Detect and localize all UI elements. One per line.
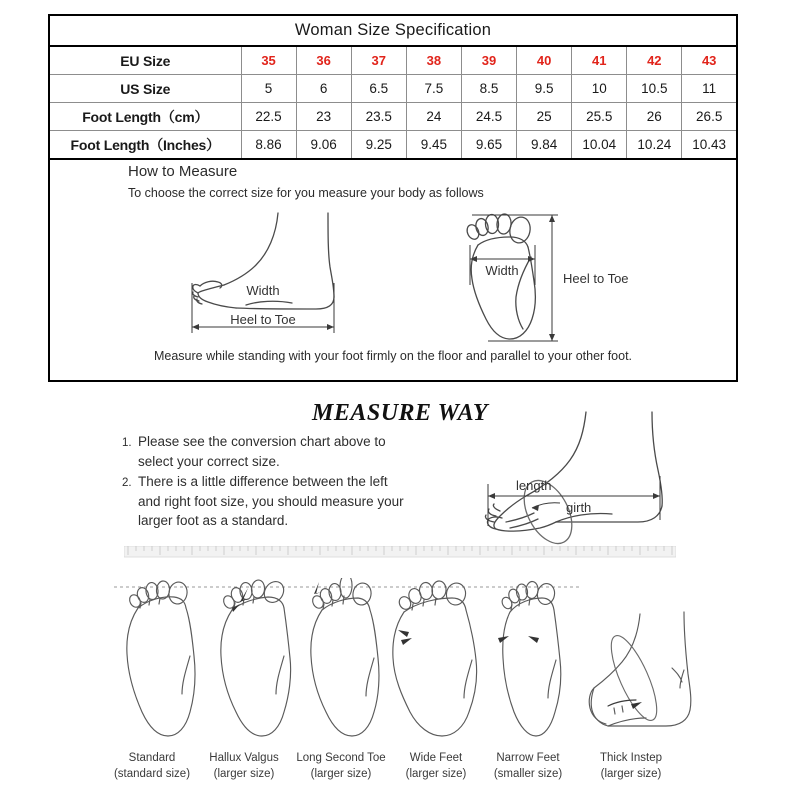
- foot-type-name: Narrow Feet: [496, 752, 560, 764]
- top-view-foot-diagram: [428, 197, 668, 352]
- arrow-up-2: [314, 582, 321, 594]
- foot-type-narrow-feet: [480, 750, 576, 782]
- foot-type-size: (larger size): [310, 768, 372, 780]
- arrow-left-narrow: [528, 636, 539, 643]
- foot-type-size: (larger size): [213, 768, 275, 780]
- row-label-eu-size: EU Size: [49, 46, 241, 75]
- how-to-measure-subtitle: To choose the correct size for you measure your body as follows: [128, 186, 484, 200]
- measure-way-steps: [122, 432, 412, 532]
- cell-in-1: 9.06: [296, 131, 351, 160]
- cell-eu-2: 37: [351, 46, 406, 75]
- cell-us-2: 6.5: [351, 75, 406, 103]
- step-text: There is a little difference between the left and right foot size, you should measure your larger foot as a standard.: [138, 474, 404, 528]
- foot-type-name: Hallux Valgus: [209, 752, 279, 764]
- row-label-foot-length-cm: Foot Length（cm）: [49, 103, 241, 131]
- side-view-foot-diagram: [158, 205, 398, 345]
- cell-eu-7: 42: [627, 46, 682, 75]
- cell-cm-4: 24.5: [461, 103, 516, 131]
- foot-type-name: Standard: [128, 752, 176, 764]
- cell-cm-8: 26.5: [682, 103, 737, 131]
- step-number: 2.: [122, 477, 132, 489]
- arrow-left-small: [232, 604, 240, 612]
- cell-eu-4: 39: [461, 46, 516, 75]
- cell-in-0: 8.86: [241, 131, 296, 160]
- side-length-label: Heel to Toe: [230, 312, 296, 327]
- row-label-foot-length-inches: Foot Length（Inches）: [49, 131, 241, 160]
- cell-us-7: 10.5: [627, 75, 682, 103]
- cell-in-8: 10.43: [682, 131, 737, 160]
- list-item: [122, 432, 412, 471]
- table-row: [49, 131, 737, 160]
- cell-cm-0: 22.5: [241, 103, 296, 131]
- foot-type-name: Wide Feet: [409, 752, 463, 764]
- step-number: 1.: [122, 437, 132, 449]
- cell-us-4: 8.5: [461, 75, 516, 103]
- list-item: [122, 472, 412, 531]
- arrow-left-wide: [401, 638, 412, 645]
- size-specification-table: [48, 14, 738, 160]
- cell-in-6: 10.04: [572, 131, 627, 160]
- top-width-label: Width: [485, 263, 519, 278]
- foot-type-wide-feet: [392, 750, 480, 782]
- cell-in-3: 9.45: [406, 131, 461, 160]
- cell-us-6: 10: [572, 75, 627, 103]
- foot-types-diagram: [112, 578, 692, 748]
- spec-table: [48, 14, 738, 160]
- cell-us-0: 5: [241, 75, 296, 103]
- arrow-right-wide: [398, 630, 409, 637]
- measure-way-title: MEASURE WAY: [311, 400, 489, 426]
- foot-type-size: (larger size): [600, 768, 662, 780]
- girth-label: girth: [566, 500, 592, 515]
- cell-eu-6: 41: [572, 46, 627, 75]
- cell-in-4: 9.65: [461, 131, 516, 160]
- foot-type-standard: [106, 750, 198, 782]
- foot-type-labels: [106, 750, 706, 782]
- side-width-label: Width: [246, 283, 280, 298]
- cell-us-1: 6: [296, 75, 351, 103]
- cell-cm-5: 25: [517, 103, 572, 131]
- table-title-row: [49, 15, 737, 46]
- cell-cm-7: 26: [627, 103, 682, 131]
- length-label: length: [516, 478, 552, 493]
- table-row: [49, 46, 737, 75]
- table-row: [49, 103, 737, 131]
- cell-eu-3: 38: [406, 46, 461, 75]
- cell-in-2: 9.25: [351, 131, 406, 160]
- foot-type-size: (larger size): [405, 768, 467, 780]
- how-to-measure-title: How to Measure: [128, 163, 238, 180]
- cell-in-7: 10.24: [627, 131, 682, 160]
- row-label-us-size: US Size: [49, 75, 241, 103]
- cell-eu-0: 35: [241, 46, 296, 75]
- arrow-up: [240, 588, 250, 602]
- foot-type-size: (smaller size): [493, 768, 563, 780]
- foot-type-name: Long Second Toe: [296, 752, 386, 764]
- cell-cm-6: 25.5: [572, 103, 627, 131]
- foot-type-name: Thick Instep: [600, 752, 662, 764]
- step-text: Please see the conversion chart above to select your correct size.: [138, 434, 386, 469]
- length-girth-foot-diagram: [420, 404, 710, 554]
- cell-cm-3: 24: [406, 103, 461, 131]
- foot-type-thick-instep: [576, 750, 686, 782]
- cell-us-3: 7.5: [406, 75, 461, 103]
- arrow-instep: [631, 702, 642, 709]
- foot-type-hallux-valgus: [198, 750, 290, 782]
- cell-us-8: 11: [682, 75, 737, 103]
- table-row: [49, 75, 737, 103]
- how-to-measure-panel: [48, 157, 738, 382]
- how-to-measure-footer-note: Measure while standing with your foot firmly on the floor and parallel to your other foot.: [153, 349, 633, 363]
- top-length-label: Heel to Toe: [563, 271, 629, 286]
- table-title: Woman Size Specification: [49, 15, 737, 46]
- cell-eu-5: 40: [517, 46, 572, 75]
- cell-us-5: 9.5: [517, 75, 572, 103]
- cell-eu-8: 43: [682, 46, 737, 75]
- cell-cm-1: 23: [296, 103, 351, 131]
- foot-type-size: (standard size): [113, 768, 191, 780]
- foot-type-long-second-toe: [290, 750, 392, 782]
- ruler-icon: [124, 546, 676, 561]
- cell-in-5: 9.84: [517, 131, 572, 160]
- cell-eu-1: 36: [296, 46, 351, 75]
- cell-cm-2: 23.5: [351, 103, 406, 131]
